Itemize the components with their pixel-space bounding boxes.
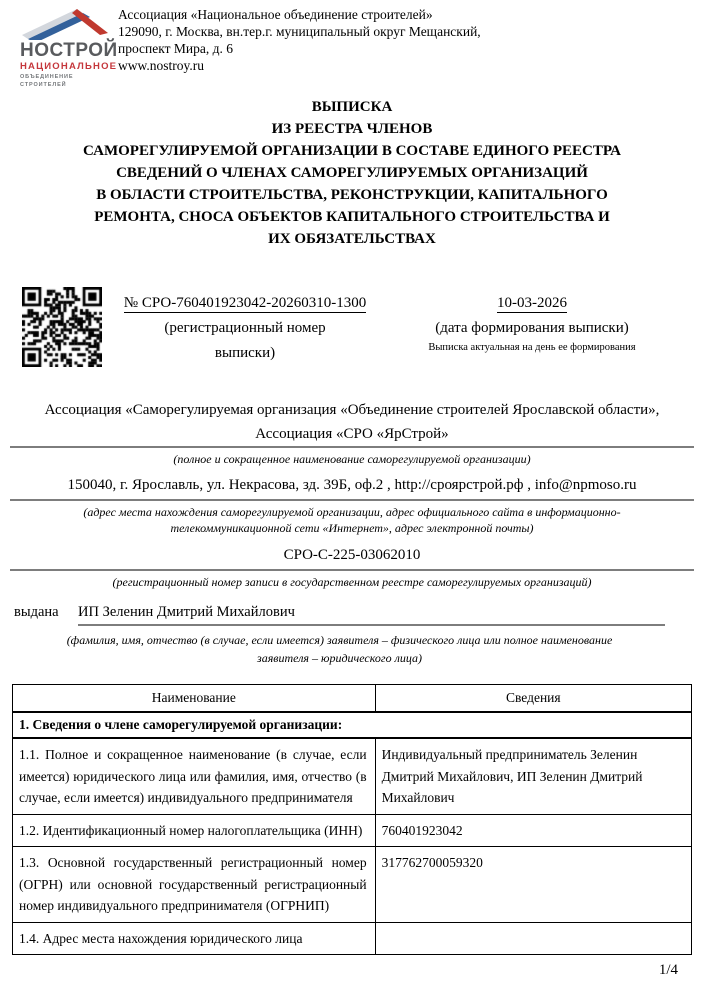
issued-section: [14, 602, 665, 667]
document-title: [0, 96, 704, 250]
sro-name-line1: Ассоциация «Саморегулируемая организация «Объединение строителей Ярославской области»,: [44, 402, 660, 418]
table-section-title: 1. Сведения о члене саморегулируемой организации:: [13, 712, 692, 738]
title-line: САМОРЕГУЛИРУЕМОЙ ОРГАНИЗАЦИИ В СОСТАВЕ ЕДИНОГО РЕЕСТРА: [83, 143, 621, 159]
title-line: СВЕДЕНИЙ О ЧЛЕНАХ САМОРЕГУЛИРУЕМЫХ ОРГАНИЗАЦИЙ: [116, 165, 588, 181]
sro-address: 150040, г. Ярославль, ул. Некрасова, зд. 39Б, оф.2 , http://сроярстрой.рф , info@npmoso.ru: [67, 476, 637, 493]
letterhead-website: www.nostroy.ru: [118, 58, 204, 73]
row-name: 1.3. Основной государственный регистрационный номер (ОГРН) или основной государственный регистрационный номер индивидуального предпринимателя (ОГРНИП): [13, 847, 376, 923]
sro-address-caption: [10, 501, 694, 539]
nostroy-logo: [20, 6, 118, 89]
title-line: ИХ ОБЯЗАТЕЛЬСТВАХ: [268, 231, 436, 247]
table-row: [13, 922, 692, 955]
extract-date-caption: (дата формирования выписки): [435, 320, 629, 336]
sro-name-caption: (полное и сокращенное наименование саморегулируемой организации): [173, 452, 531, 466]
logo-subtitle-1: НАЦИОНАЛЬНОЕ: [20, 61, 118, 72]
issued-caption-line1: (фамилия, имя, отчество (в случае, если имеется) заявителя – физического лица или полное наименование: [66, 633, 613, 647]
table-row: [13, 814, 692, 847]
sro-address-caption-line1: (адрес места нахождения саморегулируемой организации, адрес официального сайта в информационно-: [83, 504, 621, 519]
table-section-row: [13, 712, 692, 738]
letterhead-address-line1: 129090, г. Москва, вн.тер.г. муниципальный округ Мещанский,: [118, 24, 481, 39]
letterhead-org-name: Ассоциация «Национальное объединение строителей»: [118, 7, 433, 22]
issued-caption: [14, 631, 665, 667]
row-name: 1.1. Полное и сокращенное наименование (в случае, если имеется) юридического лица или фамилия, имя, отчество (в случае, если имеется) индивидуального предпринимателя: [13, 738, 376, 814]
sro-name-line2: Ассоциация «СРО «ЯрСтрой»: [255, 426, 449, 442]
issued-label: выдана: [14, 604, 59, 620]
extract-number-caption: выписки): [214, 345, 276, 361]
qr-code-icon: [22, 287, 102, 367]
extract-date-note: Выписка актуальная на день ее формирования: [428, 342, 636, 353]
row-value: 317762700059320: [375, 847, 691, 923]
table-header-value: Сведения: [375, 685, 691, 713]
title-line: ВЫПИСКА: [311, 99, 393, 115]
extract-number-block: [116, 291, 374, 366]
issued-value: ИП Зеленин Дмитрий Михайлович: [78, 602, 665, 626]
sro-registry-number: СРО-С-225-03062010: [283, 546, 421, 563]
title-line: ИЗ РЕЕСТРА ЧЛЕНОВ: [271, 121, 433, 137]
row-name: 1.2. Идентификационный номер налогоплательщика (ИНН): [13, 814, 376, 847]
letterhead-text: [118, 6, 518, 74]
title-line: В ОБЛАСТИ СТРОИТЕЛЬСТВА, РЕКОНСТРУКЦИИ, КАПИТАЛЬНОГО: [96, 187, 608, 203]
nostroy-roof-icon: [20, 6, 118, 40]
extract-number: № СРО-760401923042-20260310-1300: [123, 295, 367, 311]
row-value: 760401923042: [375, 814, 691, 847]
sro-address-caption-line2: телекоммуникационной сети «Интернет», адрес электронной почты): [170, 521, 534, 535]
title-line: РЕМОНТА, СНОСА ОБЪЕКТОВ КАПИТАЛЬНОГО СТРОИТЕЛЬСТВА И: [94, 209, 610, 225]
sro-section: [10, 398, 694, 592]
logo-name: НОСТРОЙ: [20, 40, 118, 61]
extract-date: 10-03-2026: [497, 295, 567, 311]
table-header-row: [13, 685, 692, 713]
logo-subtitle-2: ОБЪЕДИНЕНИЕ СТРОИТЕЛЕЙ: [20, 74, 74, 88]
table-header-name: Наименование: [13, 685, 376, 713]
row-name: 1.4. Адрес места нахождения юридического лица: [13, 922, 376, 955]
row-value: Индивидуальный предприниматель Зеленин Дмитрий Михайлович, ИП Зеленин Дмитрий Михайлович: [375, 738, 691, 814]
letterhead-address-line2: проспект Мира, д. 6: [118, 41, 234, 56]
sro-registry-caption: (регистрационный номер записи в государственном реестре саморегулируемых организаций): [112, 574, 592, 589]
extract-date-block: [398, 291, 666, 355]
table-row: [13, 847, 692, 923]
table-row: [13, 738, 692, 814]
row-value: [375, 922, 691, 955]
member-info-table: [12, 684, 692, 955]
extract-number-caption: (регистрационный номер: [164, 320, 326, 336]
issued-caption-line2: заявителя – юридического лица): [257, 651, 422, 665]
page-number: 1/4: [658, 962, 678, 978]
